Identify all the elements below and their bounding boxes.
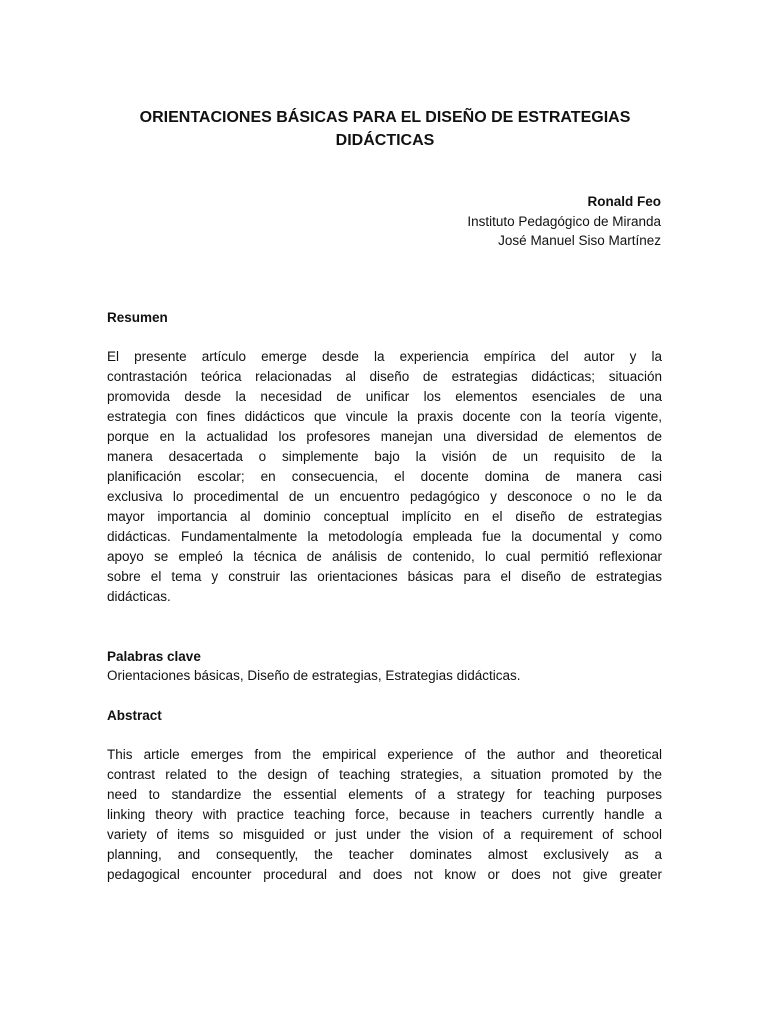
resumen-line: apoyo se empleó la técnica de análisis de contenido, lo cual permitió reflexionar xyxy=(107,549,662,564)
resumen-line: exclusiva lo procedimental de un encuentro pedagógico y desconoce o no le da xyxy=(107,489,662,504)
author-campus: José Manuel Siso Martínez xyxy=(498,233,661,248)
resumen-line: porque en la actualidad los profesores manejan una diversidad de elementos de xyxy=(107,429,662,444)
resumen-line: mayor importancia al dominio conceptual implícito en el diseño de estrategias xyxy=(107,509,662,524)
resumen-line: estrategia con fines didácticos que vincule la praxis docente con la teoría vigente, xyxy=(107,409,662,424)
abstract-line: contrast related to the design of teaching strategies, a situation promoted by the xyxy=(107,767,662,782)
resumen-line: planificación escolar; en consecuencia, el docente domina de manera casi xyxy=(107,469,662,484)
resumen-heading: Resumen xyxy=(107,310,168,325)
abstract-line: variety of items so misguided or just under the vision of a requirement of school xyxy=(107,827,662,842)
keywords-text: Orientaciones básicas, Diseño de estrategias, Estrategias didácticas. xyxy=(107,668,521,683)
author-name: Ronald Feo xyxy=(587,194,661,209)
title-line: DIDÁCTICAS xyxy=(335,132,435,149)
keywords-heading: Palabras clave xyxy=(107,649,201,664)
abstract-paragraph xyxy=(107,745,662,885)
resumen-line: promovida desde la necesidad de unificar los elementos esenciales de una xyxy=(107,389,662,404)
abstract-line: planning, and consequently, the teacher dominates almost exclusively as a xyxy=(107,847,662,862)
abstract-line: This article emerges from the empirical experience of the author and theoretical xyxy=(107,747,662,762)
resumen-line: El presente artículo emerge desde la experiencia empírica del autor y la xyxy=(107,349,662,364)
author-block xyxy=(467,192,661,251)
abstract-heading: Abstract xyxy=(107,708,162,723)
title-line: ORIENTACIONES BÁSICAS PARA EL DISEÑO DE ESTRATEGIAS xyxy=(139,109,631,126)
document-title xyxy=(100,106,670,152)
resumen-line: contrastación teórica relacionadas al diseño de estrategias didácticas; situación xyxy=(107,369,662,384)
resumen-line: didácticas. xyxy=(107,589,171,604)
resumen-paragraph xyxy=(107,347,662,607)
abstract-line: need to standardize the essential elements of a strategy for teaching purposes xyxy=(107,787,662,802)
resumen-line: sobre el tema y construir las orientaciones básicas para el diseño de estrategias xyxy=(107,569,662,584)
author-affiliation: Instituto Pedagógico de Miranda xyxy=(467,213,661,229)
resumen-line: manera desacertada o simplemente bajo la visión de un requisito de la xyxy=(107,449,662,464)
resumen-line: didácticas. Fundamentalmente la metodología empleada fue la documental y como xyxy=(107,529,662,544)
abstract-line: linking theory with practice teaching force, because in teachers currently handle a xyxy=(107,807,662,822)
abstract-line: pedagogical encounter procedural and does not know or does not give greater xyxy=(107,867,662,882)
